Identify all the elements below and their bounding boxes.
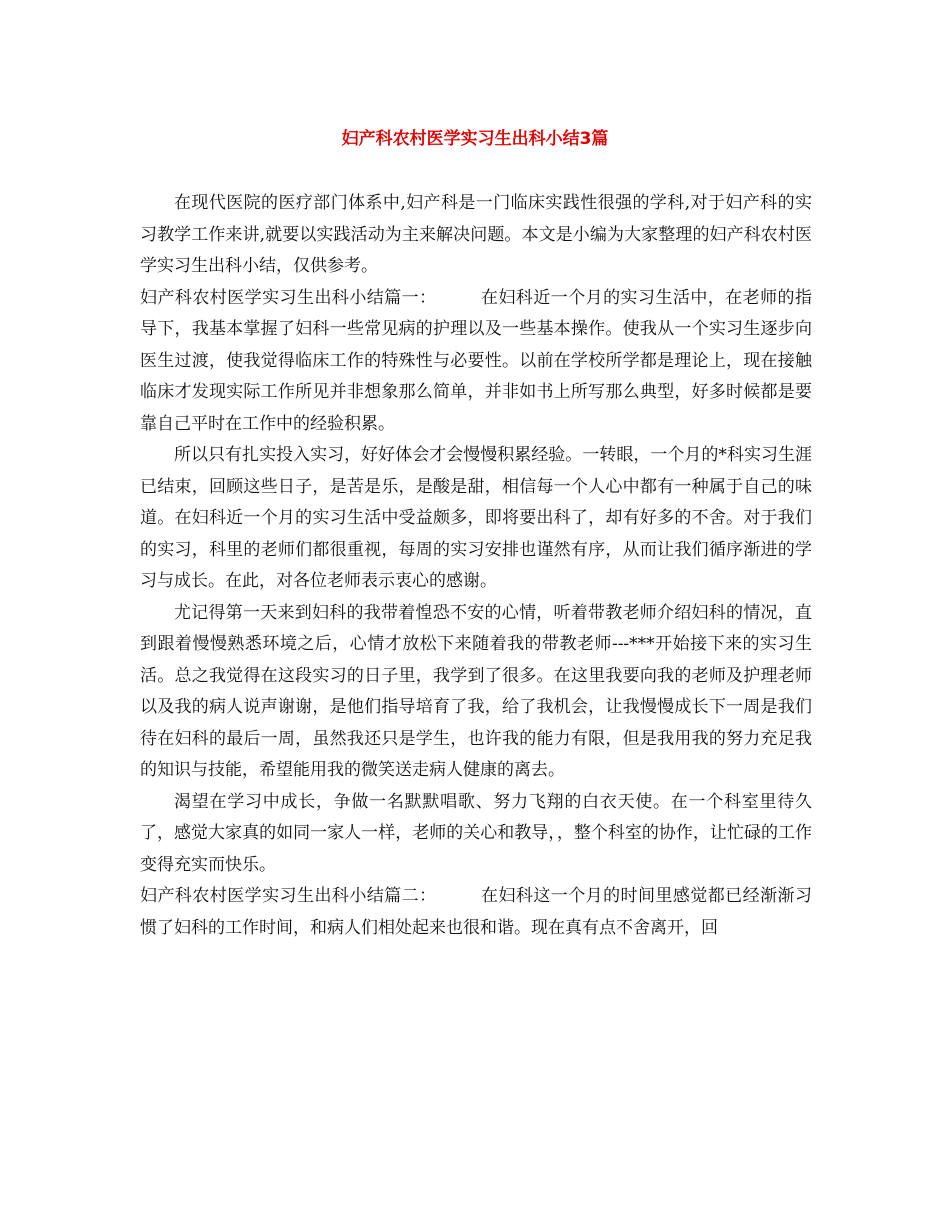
paragraph-two: 所以只有扎实投入实习，好好体会才会慢慢积累经验。一转眼，一个月的*科实习生涯已结束，回顾这些日子，是苦是乐，是酸是甜，相信每一个人心中都有一种属于自己的味道。在妇科近一个月的实习生活中受益颇多，即将要出科了，却有好多的不舍。对于我们的实习，科里的老师们都很重视，每周的实习安排也谨然有序，从而让我们循序渐进的学习与成长。在此，对各位老师表示衷心的感谢。 bbox=[140, 445, 812, 591]
document-title: 妇产科农村医学实习生出科小结3篇 bbox=[341, 129, 609, 149]
section-one-paragraph bbox=[140, 283, 812, 441]
document-body bbox=[140, 188, 812, 944]
section-two-text: 在妇科这一个月的时间里感觉都已经渐渐习惯了妇科的工作时间，和病人们相处起来也很和谐。现在真有点不舍离开，回 bbox=[140, 886, 813, 938]
section-two-paragraph bbox=[140, 881, 812, 944]
section-one-heading: 妇产科农村医学实习生出科小结篇一： bbox=[140, 287, 437, 308]
paragraph-three: 尤记得第一天来到妇科的我带着惶恐不安的心情，听着带教老师介绍妇科的情况，直到跟着慢慢熟悉环境之后，心情才放松下来随着我的带教老师---***开始接下来的实习生活。总之我觉得在这段实习的日子里，我学到了很多。在这里我要向我的老师及护理老师以及我的病人说声谢谢，是他们指导培育了我，给了我机会，让我慢慢成长下一周是我们待在妇科的最后一周，虽然我还只是学生，也许我的能力有限，但是我用我的努力充足我的知识与技能，希望能用我的微笑送走病人健康的离去。 bbox=[140, 602, 812, 780]
intro-paragraph: 在现代医院的医疗部门体系中,妇产科是一门临床实践性很强的学科,对于妇产科的实习教学工作来讲,就要以实践活动为主来解决问题。本文是小编为大家整理的妇产科农村医学实习生出科小结，仅供参考。 bbox=[140, 193, 812, 276]
section-one-text: 在妇科近一个月的实习生活中，在老师的指导下，我基本掌握了妇科一些常见病的护理以及一些基本操作。使我从一个实习生逐步向医生过渡，使我觉得临床工作的特殊性与必要性。以前在学校所学都是理论上，现在接触临床才发现实际工作所见并非想象那么简单，并非如书上所写那么典型，好多时候都是要靠自己平时在工作中的经验积累。 bbox=[140, 287, 813, 434]
section-two-heading: 妇产科农村医学实习生出科小结篇二： bbox=[140, 886, 437, 906]
paragraph-four: 渴望在学习中成长，争做一名默默唱歌、努力飞翔的白衣天使。在一个科室里待久了，感觉大家真的如同一家人一样，老师的关心和教导，，整个科室的协作，让忙碌的工作变得充实而快乐。 bbox=[140, 791, 812, 875]
